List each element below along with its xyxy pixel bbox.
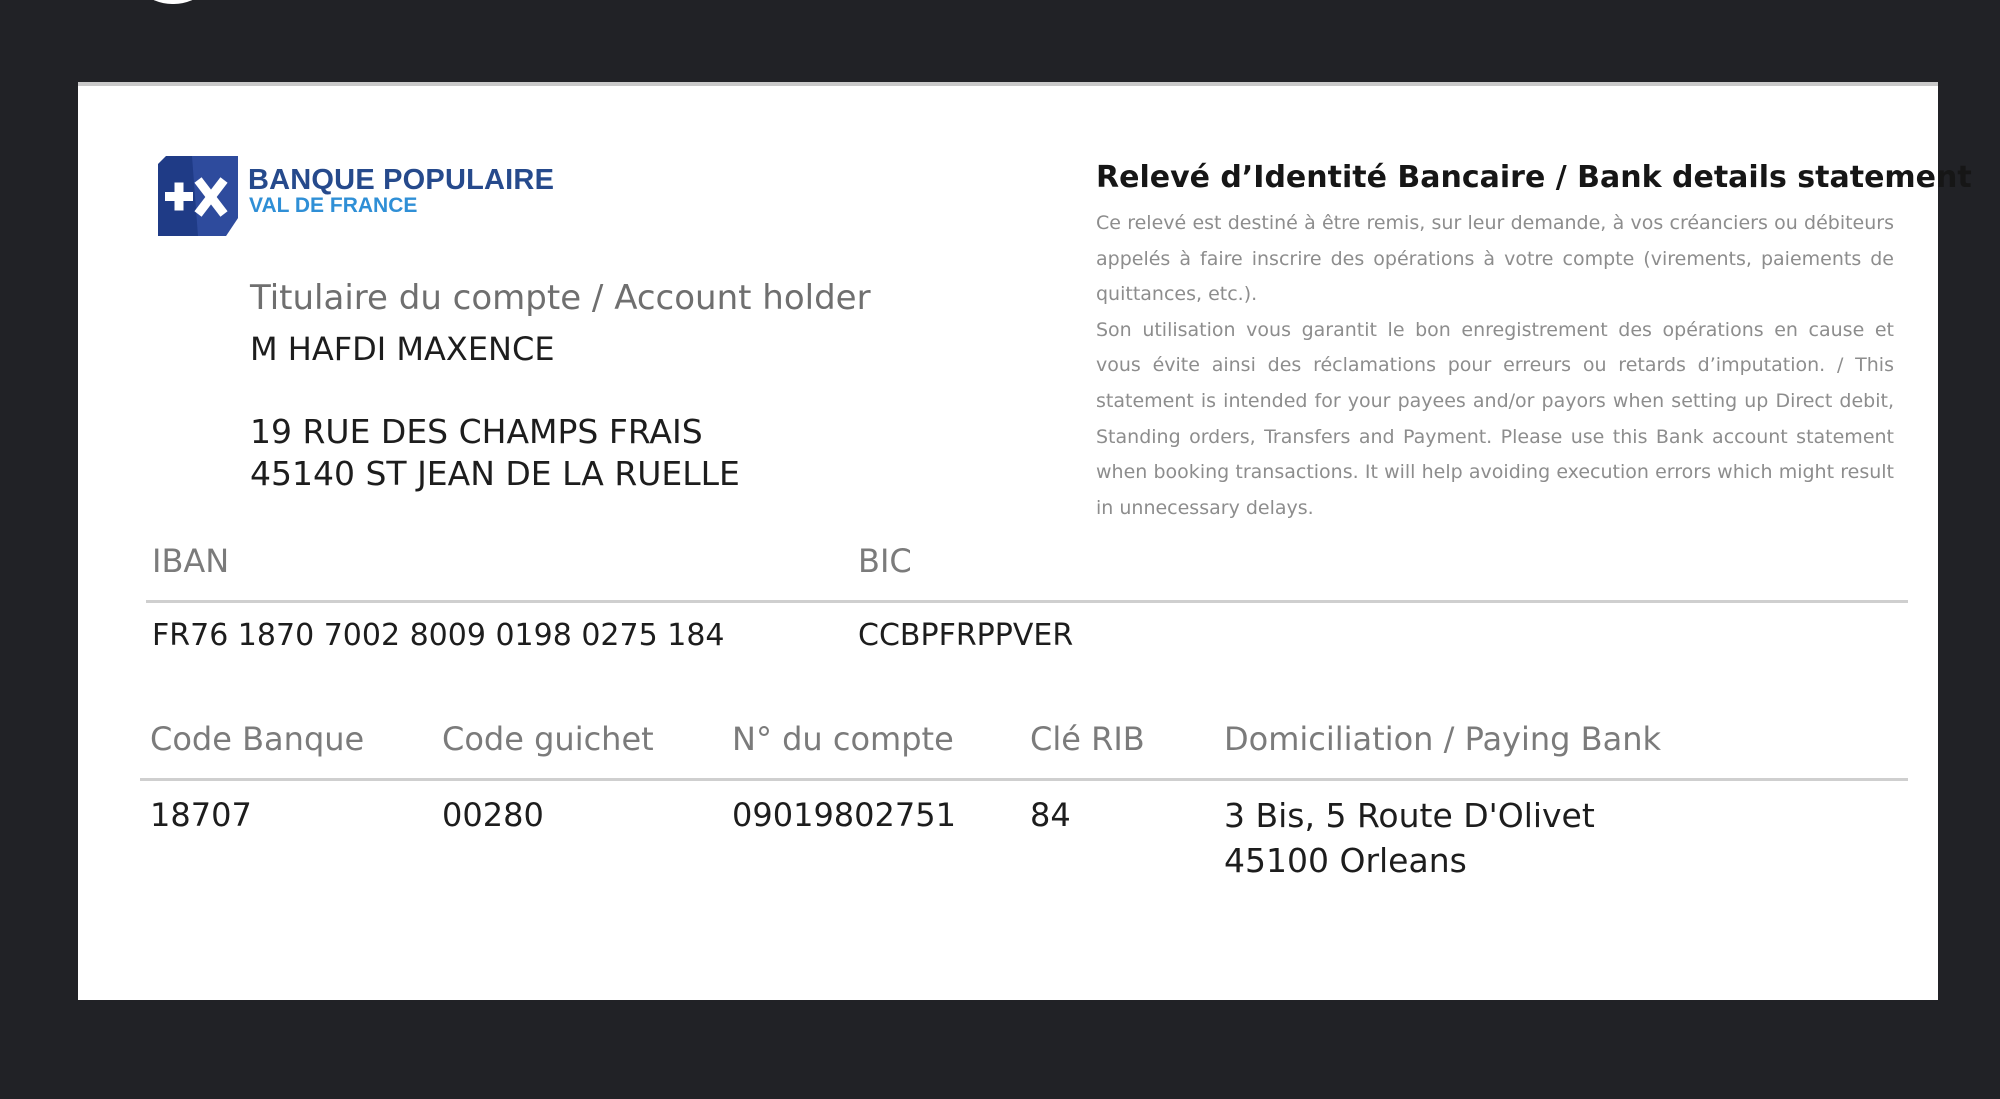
statement-paragraph-1: Ce relevé est destiné à être remis, sur leur demande, à vos créanciers ou débiteurs appelés à faire inscrire des opérations à votre compte (virements, paiements de quittances, etc.). [1096,212,1894,306]
account-number-header: N° du compte [732,720,954,758]
bank-subname: VAL DE FRANCE [249,194,418,217]
bic-value: CCBPFRPPVER [858,618,1074,653]
bic-label: BIC [858,542,912,580]
statement-title: Relevé d’Identité Bancaire / Bank details statement [1096,160,1972,195]
rib-key-header: Clé RIB [1030,720,1145,758]
holder-address-line1: 19 RUE DES CHAMPS FRAIS [250,412,703,451]
bank-name: BANQUE POPULAIRE [248,164,555,196]
rib-document [78,82,1972,1000]
rib-key-value: 84 [1030,796,1071,834]
domiciliation-line1: 3 Bis, 5 Route D'Olivet [1224,796,1595,835]
branch-code-value: 00280 [442,796,544,834]
bank-code-header: Code Banque [150,720,365,758]
background-shape [128,0,218,4]
statement-notice [1096,206,1894,526]
branch-code-header: Code guichet [442,720,654,758]
statement-paragraph-2: Son utilisation vous garantit le bon enregistrement des opérations en cause et vous évite ainsi des réclamations pour erreurs ou retards d’imputation. / This statement is intended for your payees and/or payors when setting up Direct debit, Standing orders, Transfers and Payment. Please use this Bank account statement when booking transactions. It will help avoiding execution errors which might result in unnecessary delays. [1096,318,1894,519]
iban-label: IBAN [152,542,230,580]
iban-value: FR76 1870 7002 8009 0198 0275 184 [152,618,725,653]
domiciliation-header: Domiciliation / Paying Bank [1224,720,1662,758]
bank-code-value: 18707 [150,796,252,834]
domiciliation-line2: 45100 Orleans [1224,841,1467,880]
divider [146,600,1908,603]
holder-address-line2: 45140 ST JEAN DE LA RUELLE [250,454,740,493]
plus-x-logo-icon [158,156,238,236]
account-holder-name: M HAFDI MAXENCE [250,330,555,368]
divider [140,778,1908,781]
account-holder-label: Titulaire du compte / Account holder [250,278,871,318]
account-number-value: 09019802751 [732,796,956,834]
